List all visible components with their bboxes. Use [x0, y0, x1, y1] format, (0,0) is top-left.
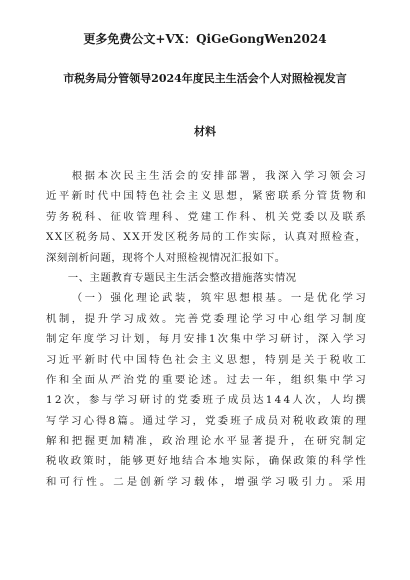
document-body [46, 166, 366, 492]
body-line: 根 据 本 次 民 主 生 活 会 的 安 排 部 署 ， 我 深 入 学 习 领 会 习 [71, 170, 366, 182]
document-title-line-1: 市税务局分管领导2024年度民主生活会个人对照检视发言 [63, 72, 347, 85]
body-line: 和 可 行 性 。 二 是 创 新 学 习 载 体 ， 增 强 学 习 吸 引 力 。 采 用 [46, 475, 366, 488]
body-line: 解 和 把 握 更 加 精 准 ， 政 治 理 论 水 平 显 著 提 升 ， 在 研 究 制 定 [46, 435, 366, 448]
body-line: X X 区 税 务 局 、 X X 开 发 区 税 务 局 的 工 作 实 际 ， 认 真 对 照 检 查 ， [46, 231, 366, 244]
header-note: 更多免费公文+VX：QiGeGongWen2024 [83, 32, 327, 46]
body-line: 习 近 平 新 时 代 中 国 特 色 社 会 主 义 思 想 ， 特 别 是 关 于 税 收 工 [46, 353, 366, 366]
body-line: 劳 务 税 科 、 征 收 管 理 科 、 党 建 工 作 科 、 机 关 党 委 以 及 联 系 [46, 210, 366, 223]
body-line: 作 和 全 面 从 严 治 党 的 重 要 论 述 。 过 去 一 年 ， 组 织 集 中 学 习 [46, 373, 366, 386]
body-line: 1 2 次 ， 参 与 学 习 研 讨 的 党 委 班 子 成 员 达 1 4 4 人 次 ， 人 均 撰 [46, 394, 366, 407]
document-title-line-2: 材料 [194, 125, 216, 138]
body-line: 机 制 ， 提 升 学 习 成 效 。 完 善 党 委 理 论 学 习 中 心 组 学 习 制 度 [46, 312, 366, 325]
body-line: 税 收 政 策 时 ， 能 够 更 好 地 结 合 本 地 实 际 ， 确 保 政 策 的 科 学 性 [46, 455, 366, 468]
body-line: （ 一 ） 强 化 理 论 武 装 ， 筑 牢 思 想 根 基 。 一 是 优 化 学 习 [71, 292, 366, 305]
body-line: 制 定 年 度 学 习 计 划 ， 每 月 安 排 1 次 集 中 学 习 研 讨 ， 深 入 学 习 [46, 333, 366, 346]
body-line: 写 学 习 心 得 8 篇 。 通 过 学 习 ， 党 委 班 子 成 员 对 税 收 政 策 的 理 [46, 414, 366, 427]
section-heading: 一、主题教育专题民主生活会整改措施落实情况 [46, 271, 297, 284]
body-line: 近 平 新 时 代 中 国 特 色 社 会 主 义 思 想 ， 紧 密 联 系 分 管 货 物 和 [46, 190, 366, 203]
body-line: 深刻剖析问题，现将个人对照检视情况汇报如下。 [46, 251, 286, 264]
